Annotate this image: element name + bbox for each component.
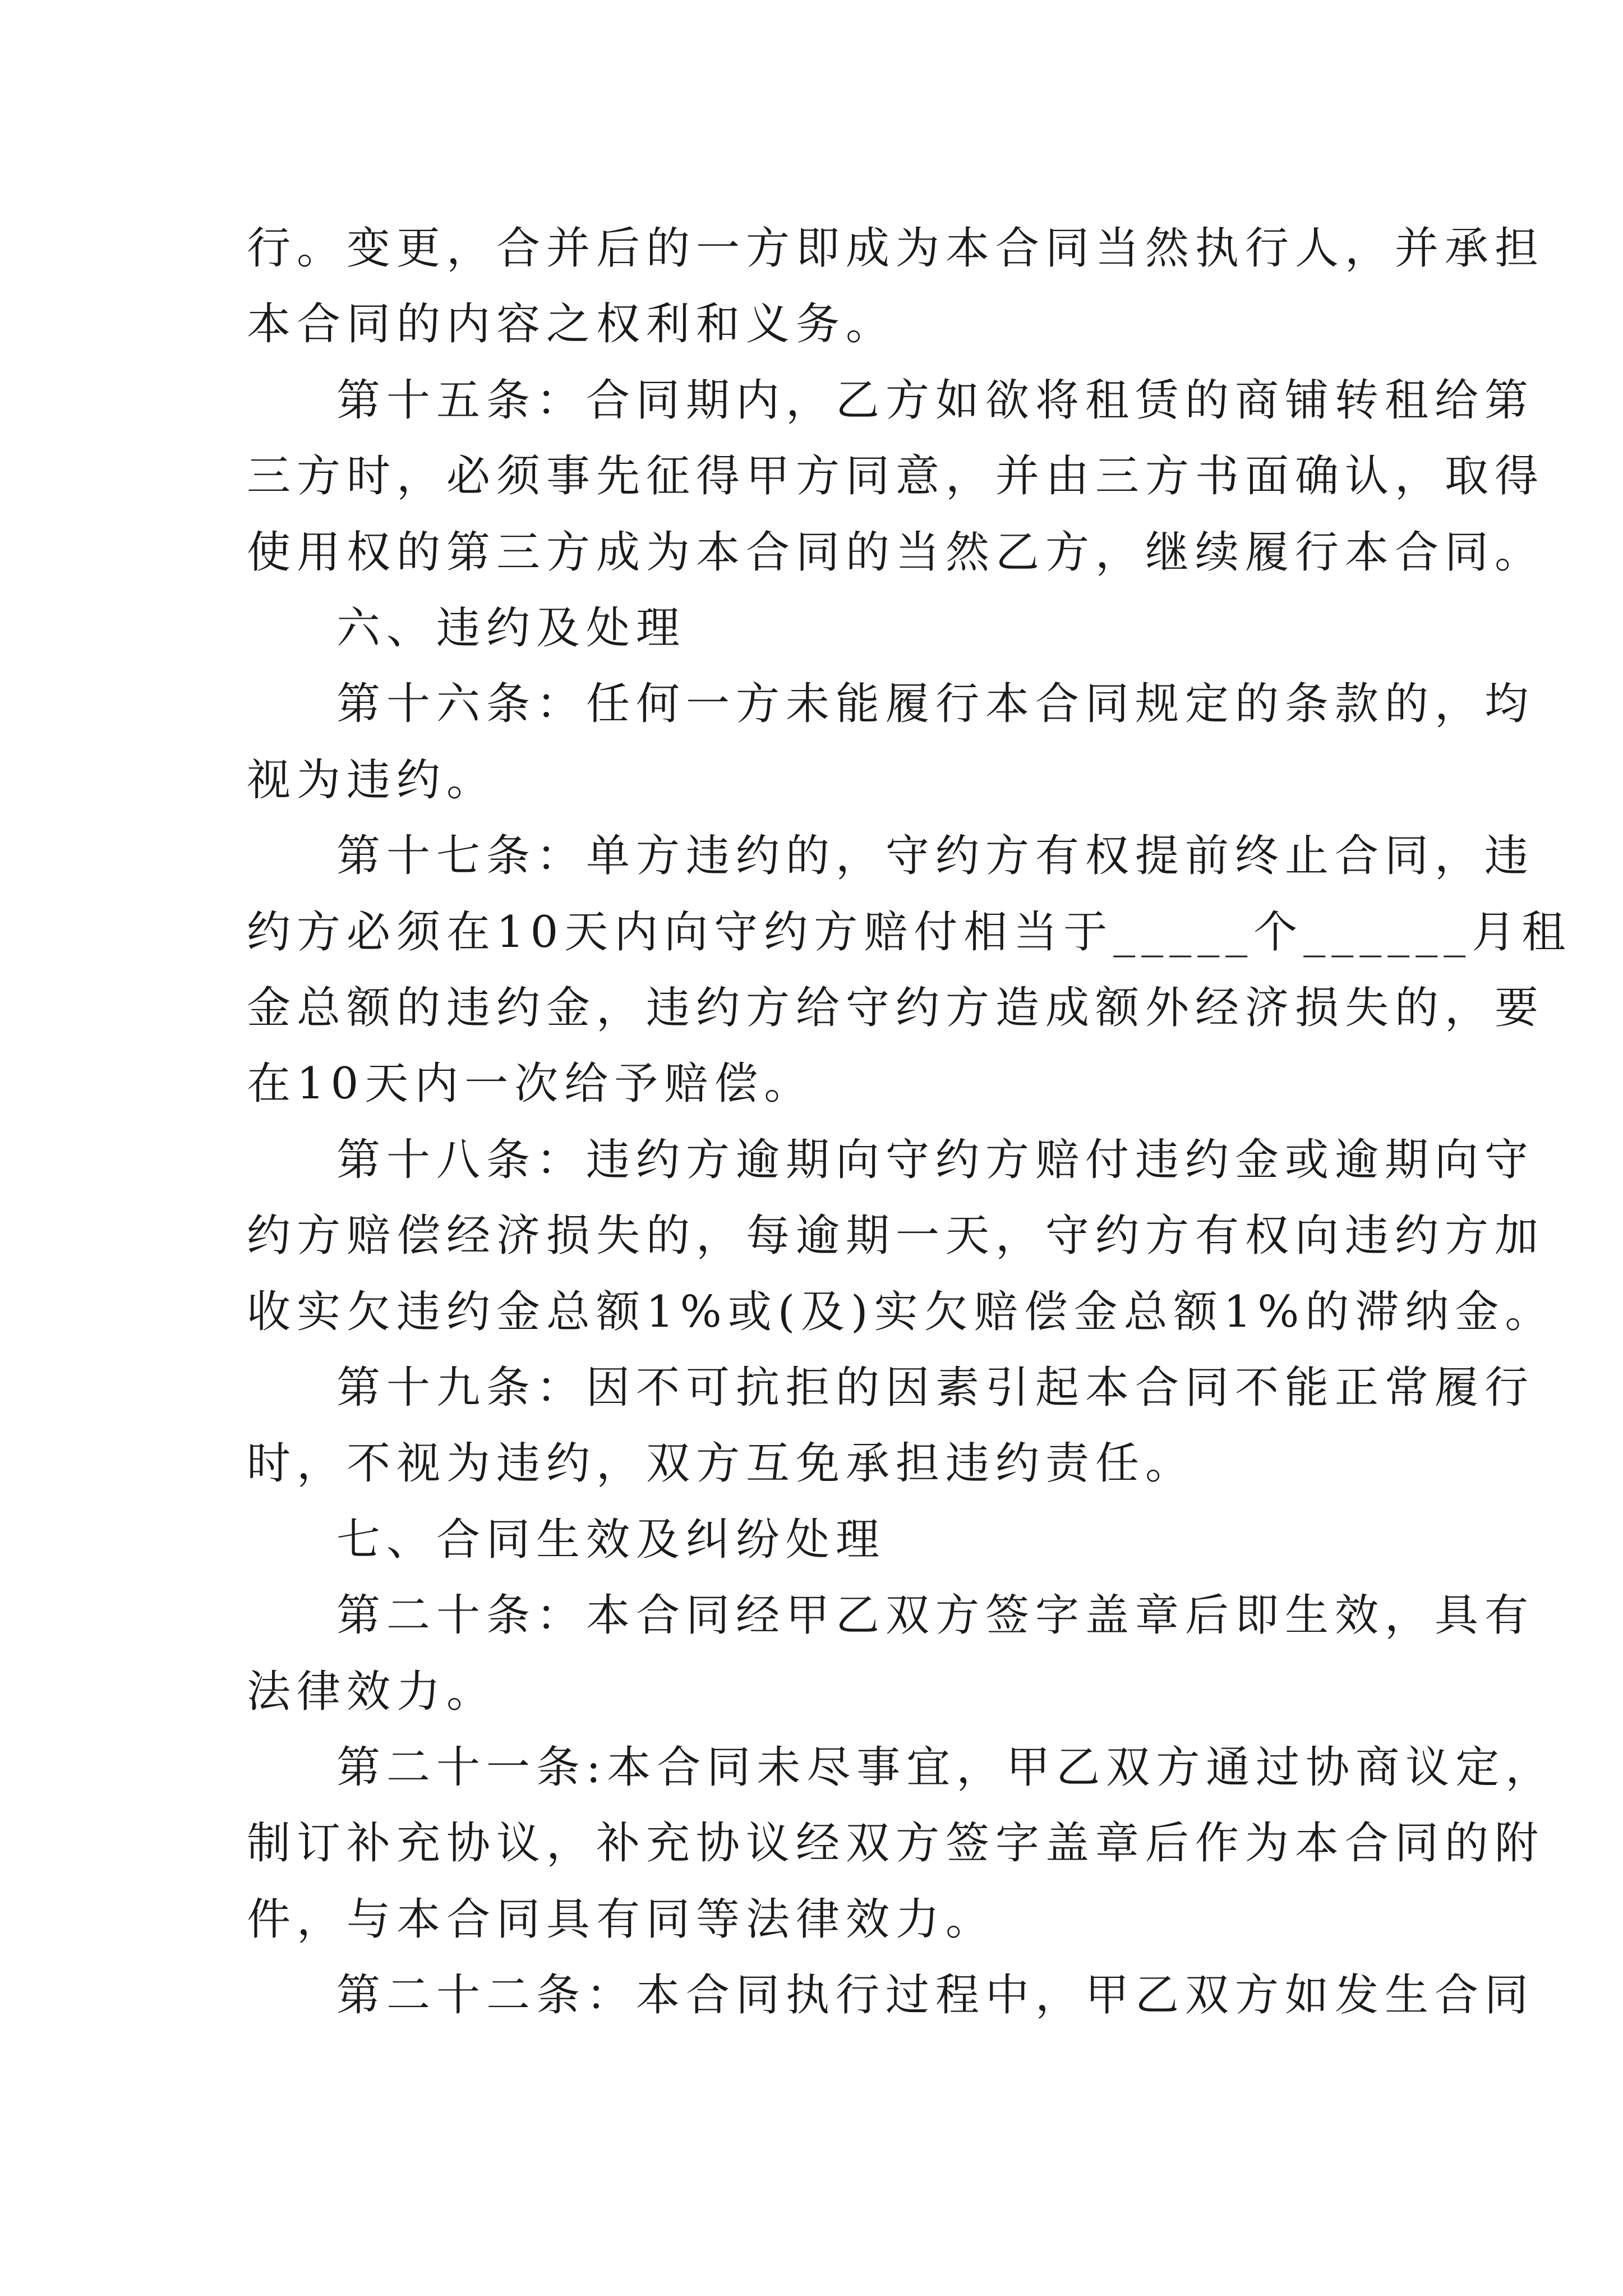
clause-15-line: 第十五条：合同期内，乙方如欲将租赁的商铺转租给第 [336,375,1535,426]
text-line: 时，不视为违约，双方互免承担违约责任。 [247,1438,1196,1489]
text-line: 件，与本合同具有同等法律效力。 [247,1894,996,1945]
clause-18-line: 第十八条：违约方逾期向守约方赔付违约金或逾期向守 [336,1135,1535,1185]
clause-17-line: 第十七条：单方违约的，守约方有权提前终止合同，违 [336,831,1535,881]
text-line: 收实欠违约金总额1%或(及)实欠赔偿金总额1%的滞纳金。 [247,1287,1555,1337]
text-line: 法律效力。 [247,1667,497,1717]
text-line: 金总额的违约金，违约方给守约方造成额外经济损失的，要 [247,983,1545,1033]
text-line: 制订补充协议，补充协议经双方签字盖章后作为本合同的附 [247,1818,1545,1869]
clause-19-line: 第十九条：因不可抗拒的因素引起本合同不能正常履行 [336,1363,1535,1413]
text-line: 行。变更，合并后的一方即成为本合同当然执行人，并承担 [247,223,1545,274]
clause-21-line: 第二十一条:本合同未尽事宜，甲乙双方通过协商议定， [336,1742,1556,1793]
text-line: 约方赔偿经济损失的，每逾期一天，守约方有权向违约方加 [247,1211,1545,1261]
section-heading: 七、合同生效及纠纷处理 [336,1515,886,1565]
section-heading: 六、违约及处理 [336,603,686,654]
text-line: 三方时，必须事先征得甲方同意，并由三方书面确认，取得 [247,451,1545,501]
text-line: 在10天内一次给予赔偿。 [247,1059,814,1109]
text-line: 约方必须在10天内向守约方赔付相当于_____个______月租 [247,907,1572,958]
text-line: 视为违约。 [247,755,497,806]
clause-16-line: 第十六条：任何一方未能履行本合同规定的条款的，均 [336,679,1535,729]
text-line: 本合同的内容之权利和义务。 [247,299,896,349]
clause-22-line: 第二十二条：本合同执行过程中，甲乙双方如发生合同 [336,1970,1535,2021]
clause-20-line: 第二十条：本合同经甲乙双方签字盖章后即生效，具有 [336,1590,1535,1641]
text-line: 使用权的第三方成为本合同的当然乙方，继续履行本合同。 [247,527,1545,578]
